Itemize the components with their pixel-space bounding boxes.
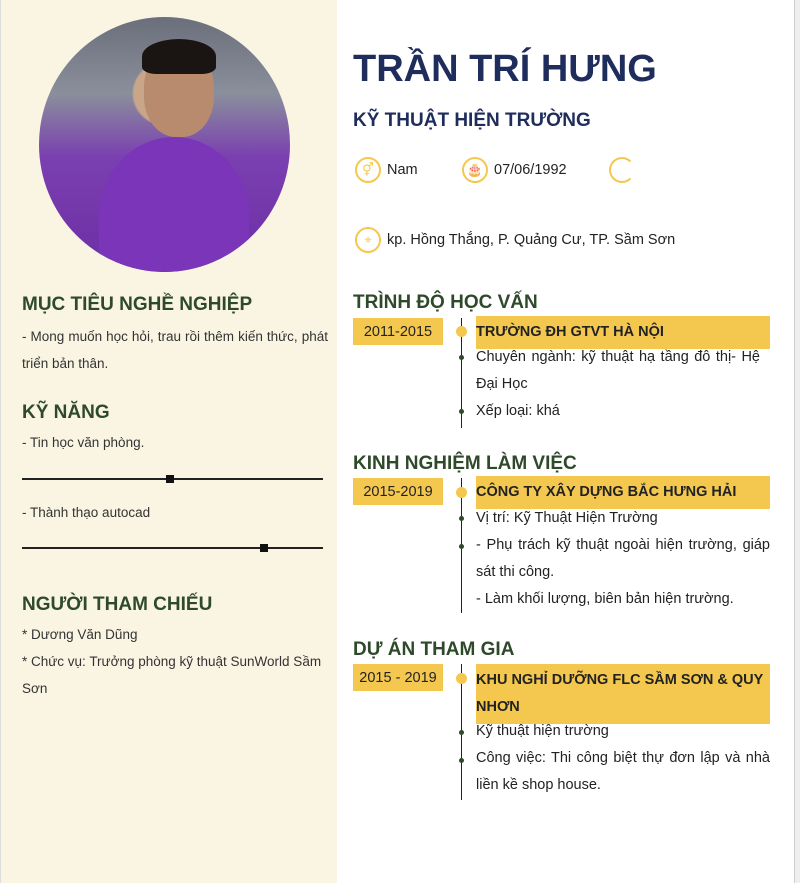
gender: Nam — [387, 162, 418, 178]
project-line: Công việc: Thi công biệt thự đơn lập và nhà liền kề shop house. — [476, 750, 770, 793]
education-line: Chuyên ngành: kỹ thuật hạ tầng đô thị- Hệ Đại Học — [476, 349, 760, 392]
skill-bar — [22, 547, 323, 549]
birthday: 07/06/1992 — [494, 162, 567, 178]
job-title: KỸ THUẬT HIỆN TRƯỜNG — [353, 110, 591, 131]
experience-heading: KINH NGHIỆM LÀM VIỆC — [353, 453, 577, 474]
projects-heading: DỰ ÁN THAM GIA — [353, 639, 515, 660]
skill-level-marker — [260, 544, 268, 552]
candidate-name: TRẦN TRÍ HƯNG — [353, 48, 657, 90]
skill-bar — [22, 478, 323, 480]
phone-icon — [609, 157, 635, 183]
skill-label: - Thành thạo autocad — [22, 505, 151, 520]
left-column — [0, 0, 337, 883]
education-year: 2011-2015 — [353, 318, 443, 345]
timeline-dot — [456, 673, 467, 684]
skill-label: - Tin học văn phòng. — [22, 435, 145, 450]
objective-text: - Mong muốn học hỏi, trau rồi thêm kiến thức, phát triển bản thân. — [22, 329, 328, 371]
education-heading: TRÌNH ĐỘ HỌC VẤN — [353, 292, 538, 313]
birthday-cake-icon: 🎂 — [462, 157, 488, 183]
experience-line: - Làm khối lượng, biên bản hiện trường. — [476, 591, 734, 607]
address: kp. Hồng Thắng, P. Quảng Cư, TP. Sầm Sơn — [387, 232, 676, 248]
experience-line: Vị trí: Kỹ Thuật Hiện Trường — [476, 510, 658, 526]
experience-line: - Phụ trách kỹ thuật ngoài hiện trường, giáp sát thi công. — [476, 537, 770, 580]
bullet-dot — [459, 516, 464, 521]
timeline-dot — [456, 487, 467, 498]
company-name: CÔNG TY XÂY DỰNG BẮC HƯNG HẢI — [476, 476, 770, 509]
page-edge — [794, 0, 800, 883]
bullet-dot — [459, 758, 464, 763]
reference-name: * Dương Văn Dũng — [22, 627, 138, 642]
bullet-dot — [459, 544, 464, 549]
bullet-dot — [459, 409, 464, 414]
profile-photo — [39, 17, 290, 272]
map-icon: ⌖ — [355, 227, 381, 253]
project-year: 2015 - 2019 — [353, 664, 443, 691]
references-heading: NGƯỜI THAM CHIẾU — [22, 594, 213, 615]
bullet-dot — [459, 730, 464, 735]
experience-year: 2015-2019 — [353, 478, 443, 505]
school-name: TRƯỜNG ĐH GTVT HÀ NỘI — [476, 316, 770, 349]
education-line: Xếp loại: khá — [476, 403, 560, 419]
project-line: Kỹ thuật hiện trường — [476, 723, 609, 739]
timeline-dot — [456, 326, 467, 337]
skills-heading: KỸ NĂNG — [22, 402, 110, 423]
project-name: KHU NGHỈ DƯỠNG FLC SẦM SƠN & QUY NHƠN — [476, 664, 770, 724]
gender-icon: ⚥ — [355, 157, 381, 183]
objective-heading: MỤC TIÊU NGHỀ NGHIỆP — [22, 294, 253, 315]
skill-level-marker — [166, 475, 174, 483]
bullet-dot — [459, 355, 464, 360]
reference-position: * Chức vụ: Trưởng phòng kỹ thuật SunWorld Sầm Sơn — [22, 654, 322, 696]
